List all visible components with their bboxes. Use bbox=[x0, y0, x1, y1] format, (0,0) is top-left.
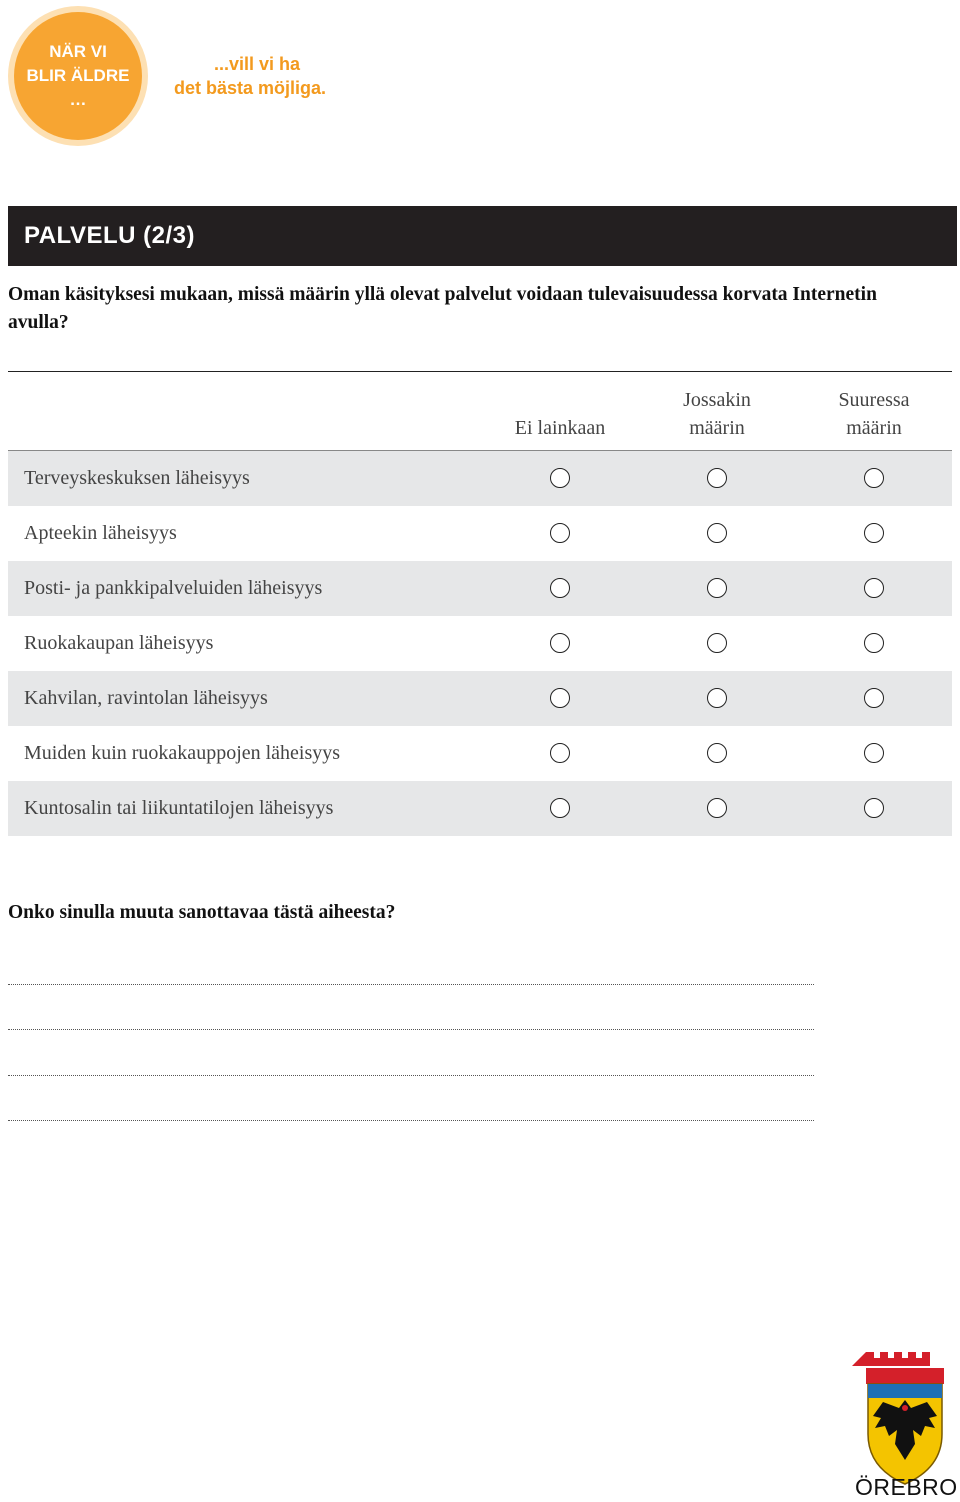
row-label: Ruokakaupan läheisyys bbox=[24, 632, 214, 654]
crest-chief bbox=[868, 1384, 942, 1398]
row-label: Apteekin läheisyys bbox=[24, 522, 177, 544]
row-label: Kuntosalin tai liikuntatilojen läheisyys bbox=[24, 797, 334, 819]
badge-line-1: NÄR VI bbox=[49, 42, 107, 61]
comment-line[interactable] bbox=[8, 1029, 814, 1030]
question-text: Oman käsityksesi mukaan, missä määrin yllä olevat palvelut voidaan tulevaisuudessa korvata Internetin avulla? bbox=[8, 284, 877, 333]
radio-button[interactable] bbox=[864, 688, 884, 708]
row-label: Terveyskeskuksen läheisyys bbox=[24, 467, 250, 489]
radio-button[interactable] bbox=[864, 633, 884, 653]
column-header-line: määrin bbox=[689, 417, 745, 439]
logo-badge bbox=[8, 6, 148, 146]
crest-label: ÖREBRO bbox=[855, 1474, 958, 1500]
column-header-to-great-extent bbox=[799, 386, 949, 442]
radio-button[interactable] bbox=[550, 468, 570, 488]
table-row bbox=[8, 451, 952, 506]
radio-button[interactable] bbox=[864, 523, 884, 543]
crest-wall bbox=[866, 1368, 944, 1384]
tagline-line-1: ...vill vi ha bbox=[214, 54, 301, 74]
section-header bbox=[8, 206, 957, 266]
table-row bbox=[8, 616, 952, 671]
row-label: Posti- ja pankkipalveluiden läheisyys bbox=[24, 577, 323, 599]
radio-button[interactable] bbox=[864, 578, 884, 598]
table-row bbox=[8, 506, 952, 561]
column-header-line: Ei lainkaan bbox=[514, 417, 606, 439]
section-title: PALVELU (2/3) bbox=[24, 222, 195, 249]
radio-button[interactable] bbox=[550, 743, 570, 763]
radio-button[interactable] bbox=[707, 743, 727, 763]
crest-battlement bbox=[852, 1352, 930, 1366]
table-row bbox=[8, 671, 952, 726]
crest-eagle-head bbox=[902, 1405, 908, 1411]
comment-line[interactable] bbox=[8, 984, 814, 985]
column-header-line: Suuressa bbox=[838, 389, 910, 411]
badge-line-2: BLIR ÄLDRE bbox=[26, 66, 130, 85]
column-header-line: määrin bbox=[846, 417, 902, 439]
column-header-line: Jossakin bbox=[683, 389, 751, 411]
radio-button[interactable] bbox=[550, 688, 570, 708]
column-header-to-some-extent bbox=[642, 386, 792, 442]
radio-button[interactable] bbox=[550, 523, 570, 543]
radio-button[interactable] bbox=[550, 578, 570, 598]
radio-button[interactable] bbox=[550, 633, 570, 653]
table-row bbox=[8, 726, 952, 781]
column-header-not-at-all bbox=[485, 414, 635, 442]
table-header bbox=[8, 372, 952, 451]
radio-button[interactable] bbox=[707, 798, 727, 818]
row-label: Muiden kuin ruokakauppojen läheisyys bbox=[24, 742, 341, 764]
logo-tagline bbox=[174, 52, 326, 100]
tagline-line-2: det bästa möjliga. bbox=[174, 78, 327, 98]
badge-line-3: … bbox=[69, 90, 87, 109]
radio-button[interactable] bbox=[550, 798, 570, 818]
radio-button[interactable] bbox=[864, 743, 884, 763]
radio-button[interactable] bbox=[707, 523, 727, 543]
comment-line[interactable] bbox=[8, 1075, 814, 1076]
radio-button[interactable] bbox=[707, 578, 727, 598]
comment-question: Onko sinulla muuta sanottavaa tästä aiheesta? bbox=[8, 902, 396, 923]
comment-line[interactable] bbox=[8, 1120, 814, 1121]
table-row bbox=[8, 561, 952, 616]
radio-button[interactable] bbox=[707, 688, 727, 708]
radio-button[interactable] bbox=[864, 798, 884, 818]
radio-button[interactable] bbox=[707, 633, 727, 653]
rating-table bbox=[8, 371, 952, 836]
row-label: Kahvilan, ravintolan läheisyys bbox=[24, 687, 268, 709]
radio-button[interactable] bbox=[864, 468, 884, 488]
logo-badge-inner bbox=[14, 12, 142, 140]
radio-button[interactable] bbox=[707, 468, 727, 488]
table-row bbox=[8, 781, 952, 836]
